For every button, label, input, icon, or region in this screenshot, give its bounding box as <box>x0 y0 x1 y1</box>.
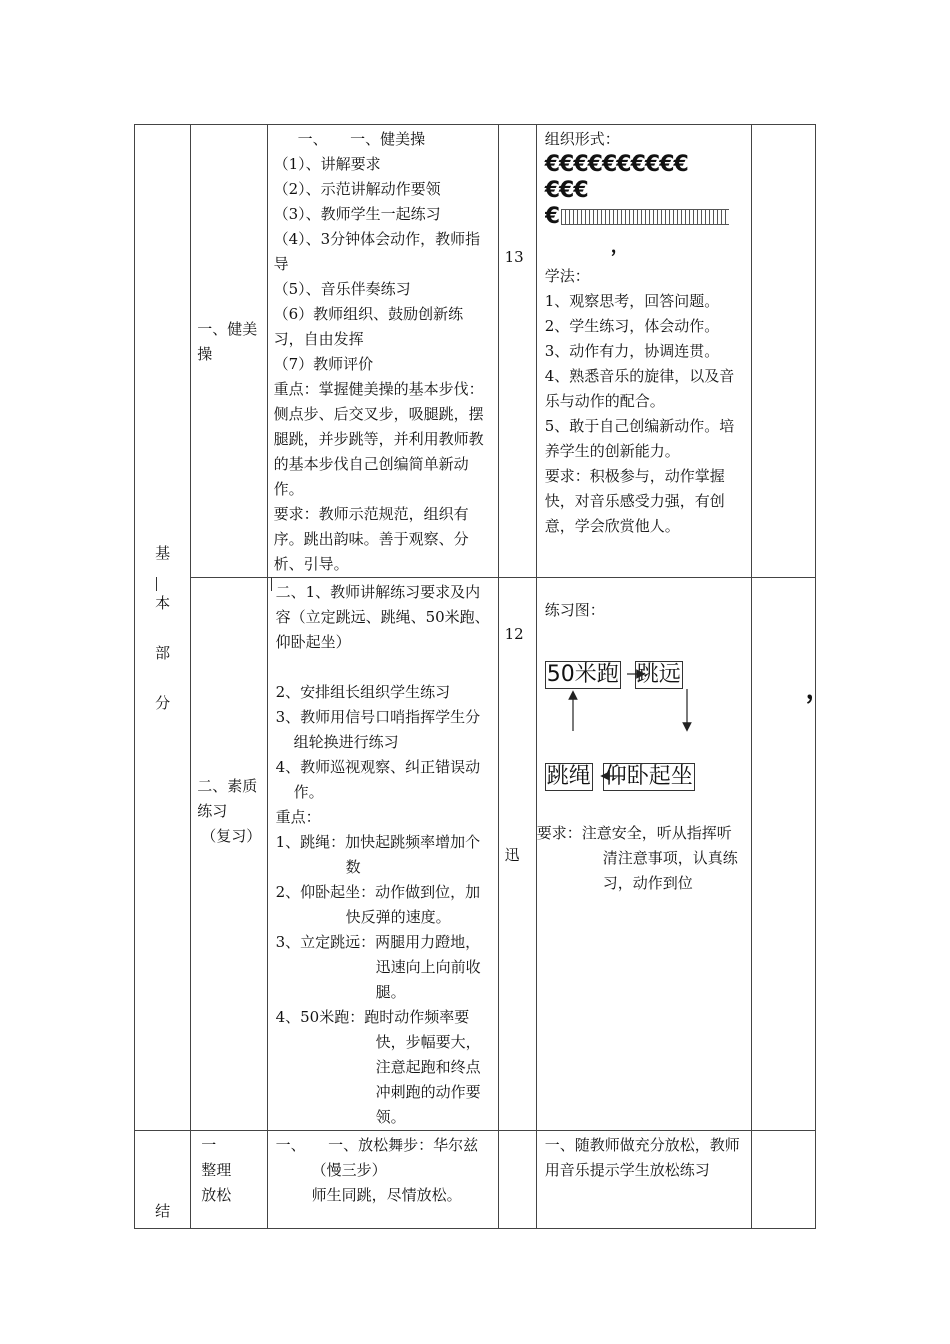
content-fitness-cell: 二、1、教师讲解练习要求及内容（立定跳远、跳绳、50米跑、仰卧起坐） 2、安排组长组织学生练习 3、教师用信号口哨指挥学生分组轮换进行练习 4、教师巡视观察、纠正错误动作。 重点： 1、跳绳：加快起跳频率增加个数 2、仰卧起坐：动作做到位，加快反弹的速度。 3、立定跳远：两腿用力蹬地，迅速向上向前收腿。 4、50米跑：跑时动作频率要快，步幅要大，注意起跑和终点冲刺跑的动作要领。 <box>267 578 498 1131</box>
row-aerobics <box>135 125 816 578</box>
section-end-label: 结 <box>155 1202 171 1220</box>
time-fitness: 12 <box>504 625 524 643</box>
placeholder-boxes <box>561 209 729 225</box>
topic-cooldown-cell: 一 整理 放松 <box>191 1131 267 1229</box>
station-situp-box: 仰卧起坐 <box>604 764 693 789</box>
org-label: 组织形式： <box>544 130 620 148</box>
time-cooldown-cell <box>498 1131 536 1229</box>
station-jump-box: 跳远 <box>636 662 681 687</box>
fitness-requirement: 要求：注意安全，听从指挥听清注意事项，认真练习，动作到位 <box>536 824 738 892</box>
lesson-plan-table <box>134 124 832 1229</box>
formation-symbols-row1: €€€€€€€€€€ <box>544 152 688 177</box>
content-cooldown-cell: 一、 一、放松舞步：华尔兹（慢三步） 师生同跳，尽情放松。 <box>267 1131 498 1229</box>
remarks-fitness-cell <box>751 578 832 1131</box>
row-fitness <box>135 578 816 1131</box>
row-cooldown <box>135 1131 816 1229</box>
topic-fitness-cell: 二、素质 练习 （复习） <box>191 578 267 1131</box>
remarks-cooldown-cell <box>751 1131 815 1229</box>
rotation-arrows <box>537 643 751 803</box>
section-main-label: 基 本 部 分 <box>155 543 171 712</box>
remarks-aerobics-cell <box>751 125 815 578</box>
tick-right <box>271 577 272 591</box>
time-fitness-cell: 12 迅 <box>498 578 536 1131</box>
content-aerobics-cell: 一、 一、健美操 （1）、讲解要求 （2）、示范讲解动作要领 （3）、教师学生一起练习 （4）、3分钟体会动作，教师指导 （5）、音乐伴奏练习 （6）教师组织、鼓励创新练习，自由发挥 （7）教师评价 重点：掌握健美操的基本步伐：侧点步、后交叉步，吸腿跳，摆腿跳，并步跳等，并利用教师教的基本步伐自己创编简单新动作。 要求：教师示范规范，组织有序。跳出韵味。善于观察、分析、引导。 <box>267 125 498 578</box>
formation-symbols-row3: € <box>545 204 745 230</box>
topic-aerobics: 一、健美操 <box>197 320 258 363</box>
tick-left <box>156 577 157 591</box>
time-aerobics-cell <box>498 125 536 578</box>
formation-comma: ， <box>610 236 629 257</box>
method-aerobics-cell: 组织形式： €€€€€€€€€€ €€€ € ， 学法： 1、观察思考，回答问题。 2、学生练习，体会动作。 3、动作有力，协调连贯。 4、熟悉音乐的旋律，以及音乐与动作的配合。 5、敢于自己创编新动作。培养学生的创新能力。 要求：积极参与，动作掌握快，对音乐感受力强，有创意，学会欣赏他人。 <box>536 125 751 578</box>
station-run-box: 50米跑 <box>546 662 619 687</box>
formation-symbols-row2: €€€ <box>544 178 588 203</box>
section-main-cell <box>135 125 191 1131</box>
section-end-cell <box>135 1131 191 1229</box>
topic-aerobics-cell <box>191 125 267 578</box>
time-aerobics: 13 <box>504 248 524 266</box>
method-cooldown-cell: 一、随教师做充分放松，教师用音乐提示学生放松练习 <box>536 1131 751 1229</box>
rotation-diagram <box>537 643 745 793</box>
side-comma: ， <box>805 675 832 705</box>
diagram-label: 练习图： <box>544 601 605 619</box>
station-rope-box: 跳绳 <box>546 764 591 789</box>
method-fitness-cell <box>536 578 751 1131</box>
